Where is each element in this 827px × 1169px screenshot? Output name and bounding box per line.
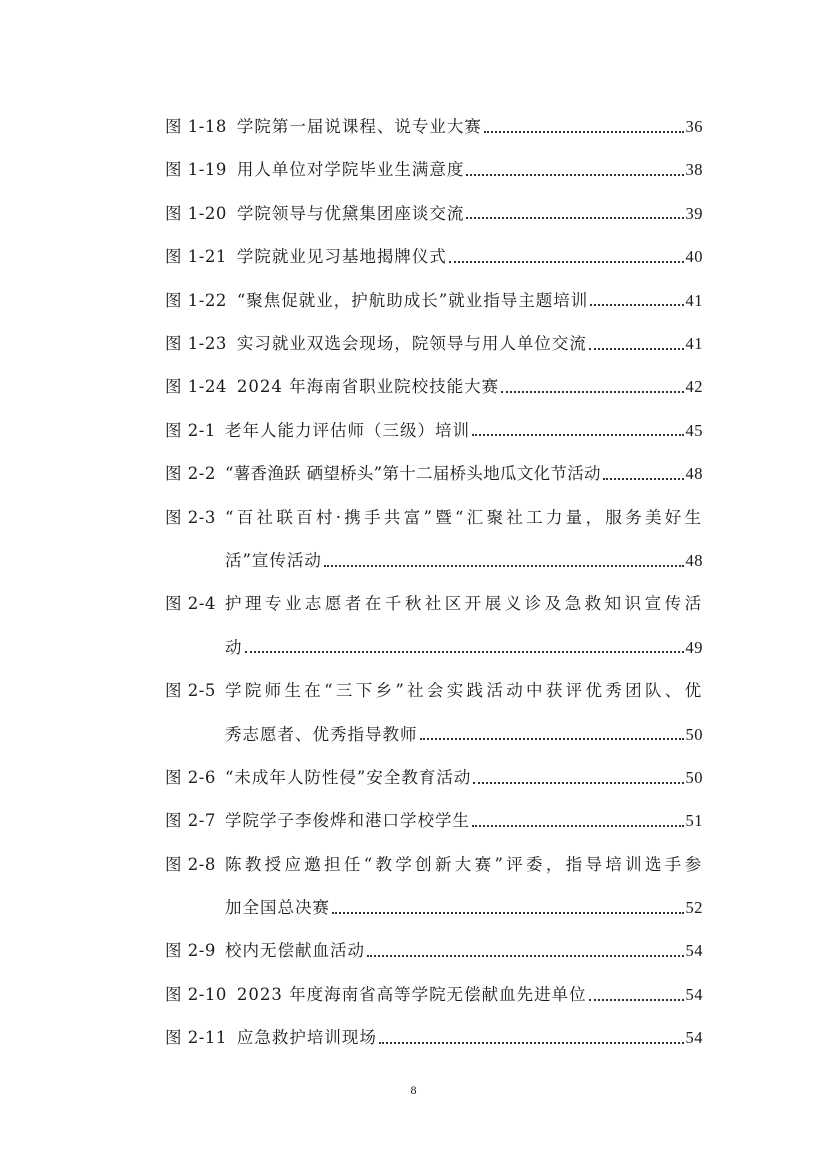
figure-title: 学院学子李俊烨和港口学校学生: [225, 811, 470, 831]
dot-leader: [245, 639, 684, 655]
figure-title: 老年人能力评估师（三级）培训: [225, 420, 470, 440]
dot-leader: [379, 1030, 684, 1046]
figure-title-line2: 秀志愿者、优秀指导教师: [225, 724, 418, 744]
figure-label: 图 2-8: [165, 854, 216, 874]
figure-title-line2: 活”宣传活动: [225, 550, 322, 570]
figure-label: 图 2-2: [165, 464, 216, 484]
toc-entry-1-19[interactable]: [165, 148, 703, 191]
toc-entry-1-23[interactable]: [165, 322, 703, 365]
figure-label: 图 1-18: [165, 117, 227, 136]
page-number: 38: [685, 160, 703, 180]
dot-leader: [603, 466, 684, 482]
dot-leader: [449, 249, 684, 265]
toc-entry-2-2[interactable]: [165, 452, 703, 495]
dot-leader: [420, 726, 684, 742]
page-number: 40: [685, 247, 703, 267]
figure-title: 实习就业双选会现场，院领导与用人单位交流: [236, 333, 587, 353]
dot-leader: [484, 119, 684, 135]
dot-leader: [466, 205, 683, 221]
figure-label: 图 1-19: [165, 160, 227, 180]
list-of-figures: [165, 105, 703, 1060]
page-number: 51: [685, 811, 703, 831]
figure-title: “薯香渔跃 硒望桥头”第十二届桥头地瓜文化节活动: [225, 464, 601, 484]
dot-leader: [589, 987, 684, 1003]
figure-label: 图 2-9: [165, 941, 216, 961]
figure-title: 学院第一届说课程、说专业大赛: [236, 117, 482, 136]
toc-entry-1-18[interactable]: [165, 105, 703, 148]
dot-leader: [466, 162, 683, 178]
figure-label: 图 1-23: [165, 333, 227, 353]
figure-title: “聚焦促就业，护航助成长”就业指导主题培训: [236, 290, 589, 310]
toc-entry-2-9[interactable]: [165, 929, 703, 972]
figure-title: 2024 年海南省职业院校技能大赛: [236, 377, 500, 397]
figure-title: 学院领导与优黛集团座谈交流: [236, 203, 465, 223]
toc-entry-2-11[interactable]: [165, 1016, 703, 1059]
figure-title: 应急救护培训现场: [236, 1028, 377, 1048]
figure-label: 图 1-20: [165, 203, 227, 223]
page-number: 50: [685, 724, 703, 744]
dot-leader: [472, 422, 684, 438]
page-number: 52: [685, 898, 703, 918]
dot-leader: [501, 379, 683, 395]
figure-title-line1: 学院师生在“三下乡”社会实践活动中获评优秀团队、优: [225, 681, 703, 701]
figure-label: 图 2-5: [165, 681, 216, 701]
page-number: 42: [685, 377, 703, 397]
toc-entry-2-3[interactable]: [165, 496, 703, 583]
dot-leader: [473, 770, 683, 786]
toc-entry-2-7[interactable]: [165, 799, 703, 842]
toc-entry-1-20[interactable]: [165, 192, 703, 235]
figure-title-line2: 动: [225, 637, 243, 657]
figure-title: 校内无偿献血活动: [225, 941, 365, 961]
toc-entry-2-4[interactable]: [165, 582, 703, 669]
dot-leader: [589, 336, 684, 352]
toc-entry-2-10[interactable]: [165, 973, 703, 1016]
figure-label: 图 2-11: [165, 1028, 227, 1048]
page-number: 50: [685, 767, 703, 787]
toc-entry-1-22[interactable]: [165, 279, 703, 322]
dot-leader: [367, 943, 684, 959]
figure-title: 用人单位对学院毕业生满意度: [236, 160, 465, 180]
dot-leader: [332, 900, 684, 916]
dot-leader: [590, 292, 683, 308]
page-number: 54: [685, 984, 703, 1004]
page-number: 39: [685, 203, 703, 223]
toc-entry-2-6[interactable]: [165, 756, 703, 799]
toc-entry-1-21[interactable]: [165, 235, 703, 278]
page-number: 48: [685, 464, 703, 484]
figure-label: 图 2-10: [165, 984, 227, 1004]
page-number: 41: [685, 333, 703, 353]
figure-title-line1: “百社联百村·携手共富”暨“汇聚社工力量，服务美好生: [225, 507, 703, 527]
figure-label: 图 1-22: [165, 290, 227, 310]
dot-leader: [472, 813, 684, 829]
page-number: 45: [685, 420, 703, 440]
page-number: 54: [685, 1028, 703, 1048]
page-number: 54: [685, 941, 703, 961]
page-footer-number: 8: [410, 1083, 417, 1097]
page-number: 48: [685, 550, 703, 570]
figure-label: 图 2-3: [165, 507, 216, 527]
page-number: 41: [685, 290, 703, 310]
figure-title-line1: 陈教授应邀担任“教学创新大赛”评委，指导培训选手参: [225, 854, 703, 874]
figure-label: 图 2-1: [165, 420, 216, 440]
dot-leader: [324, 553, 684, 569]
figure-label: 图 2-7: [165, 811, 216, 831]
figure-title: 2023 年度海南省高等学院无偿献血先进单位: [236, 984, 587, 1004]
figure-label: 图 1-21: [165, 247, 227, 267]
toc-entry-2-8[interactable]: [165, 843, 703, 930]
figure-title-line2: 加全国总决赛: [225, 898, 330, 918]
toc-entry-2-5[interactable]: [165, 669, 703, 756]
figure-title-line1: 护理专业志愿者在千秋社区开展义诊及急救知识宣传活: [225, 594, 703, 614]
toc-entry-1-24[interactable]: [165, 365, 703, 408]
figure-label: 图 2-6: [165, 767, 216, 787]
figure-title: 学院就业见习基地揭牌仪式: [236, 247, 447, 267]
page-number: 36: [685, 117, 703, 136]
toc-entry-2-1[interactable]: [165, 409, 703, 452]
figure-title: “未成年人防性侵”安全教育活动: [225, 767, 472, 787]
figure-label: 图 1-24: [165, 377, 227, 397]
figure-label: 图 2-4: [165, 594, 216, 614]
page-number: 49: [685, 637, 703, 657]
